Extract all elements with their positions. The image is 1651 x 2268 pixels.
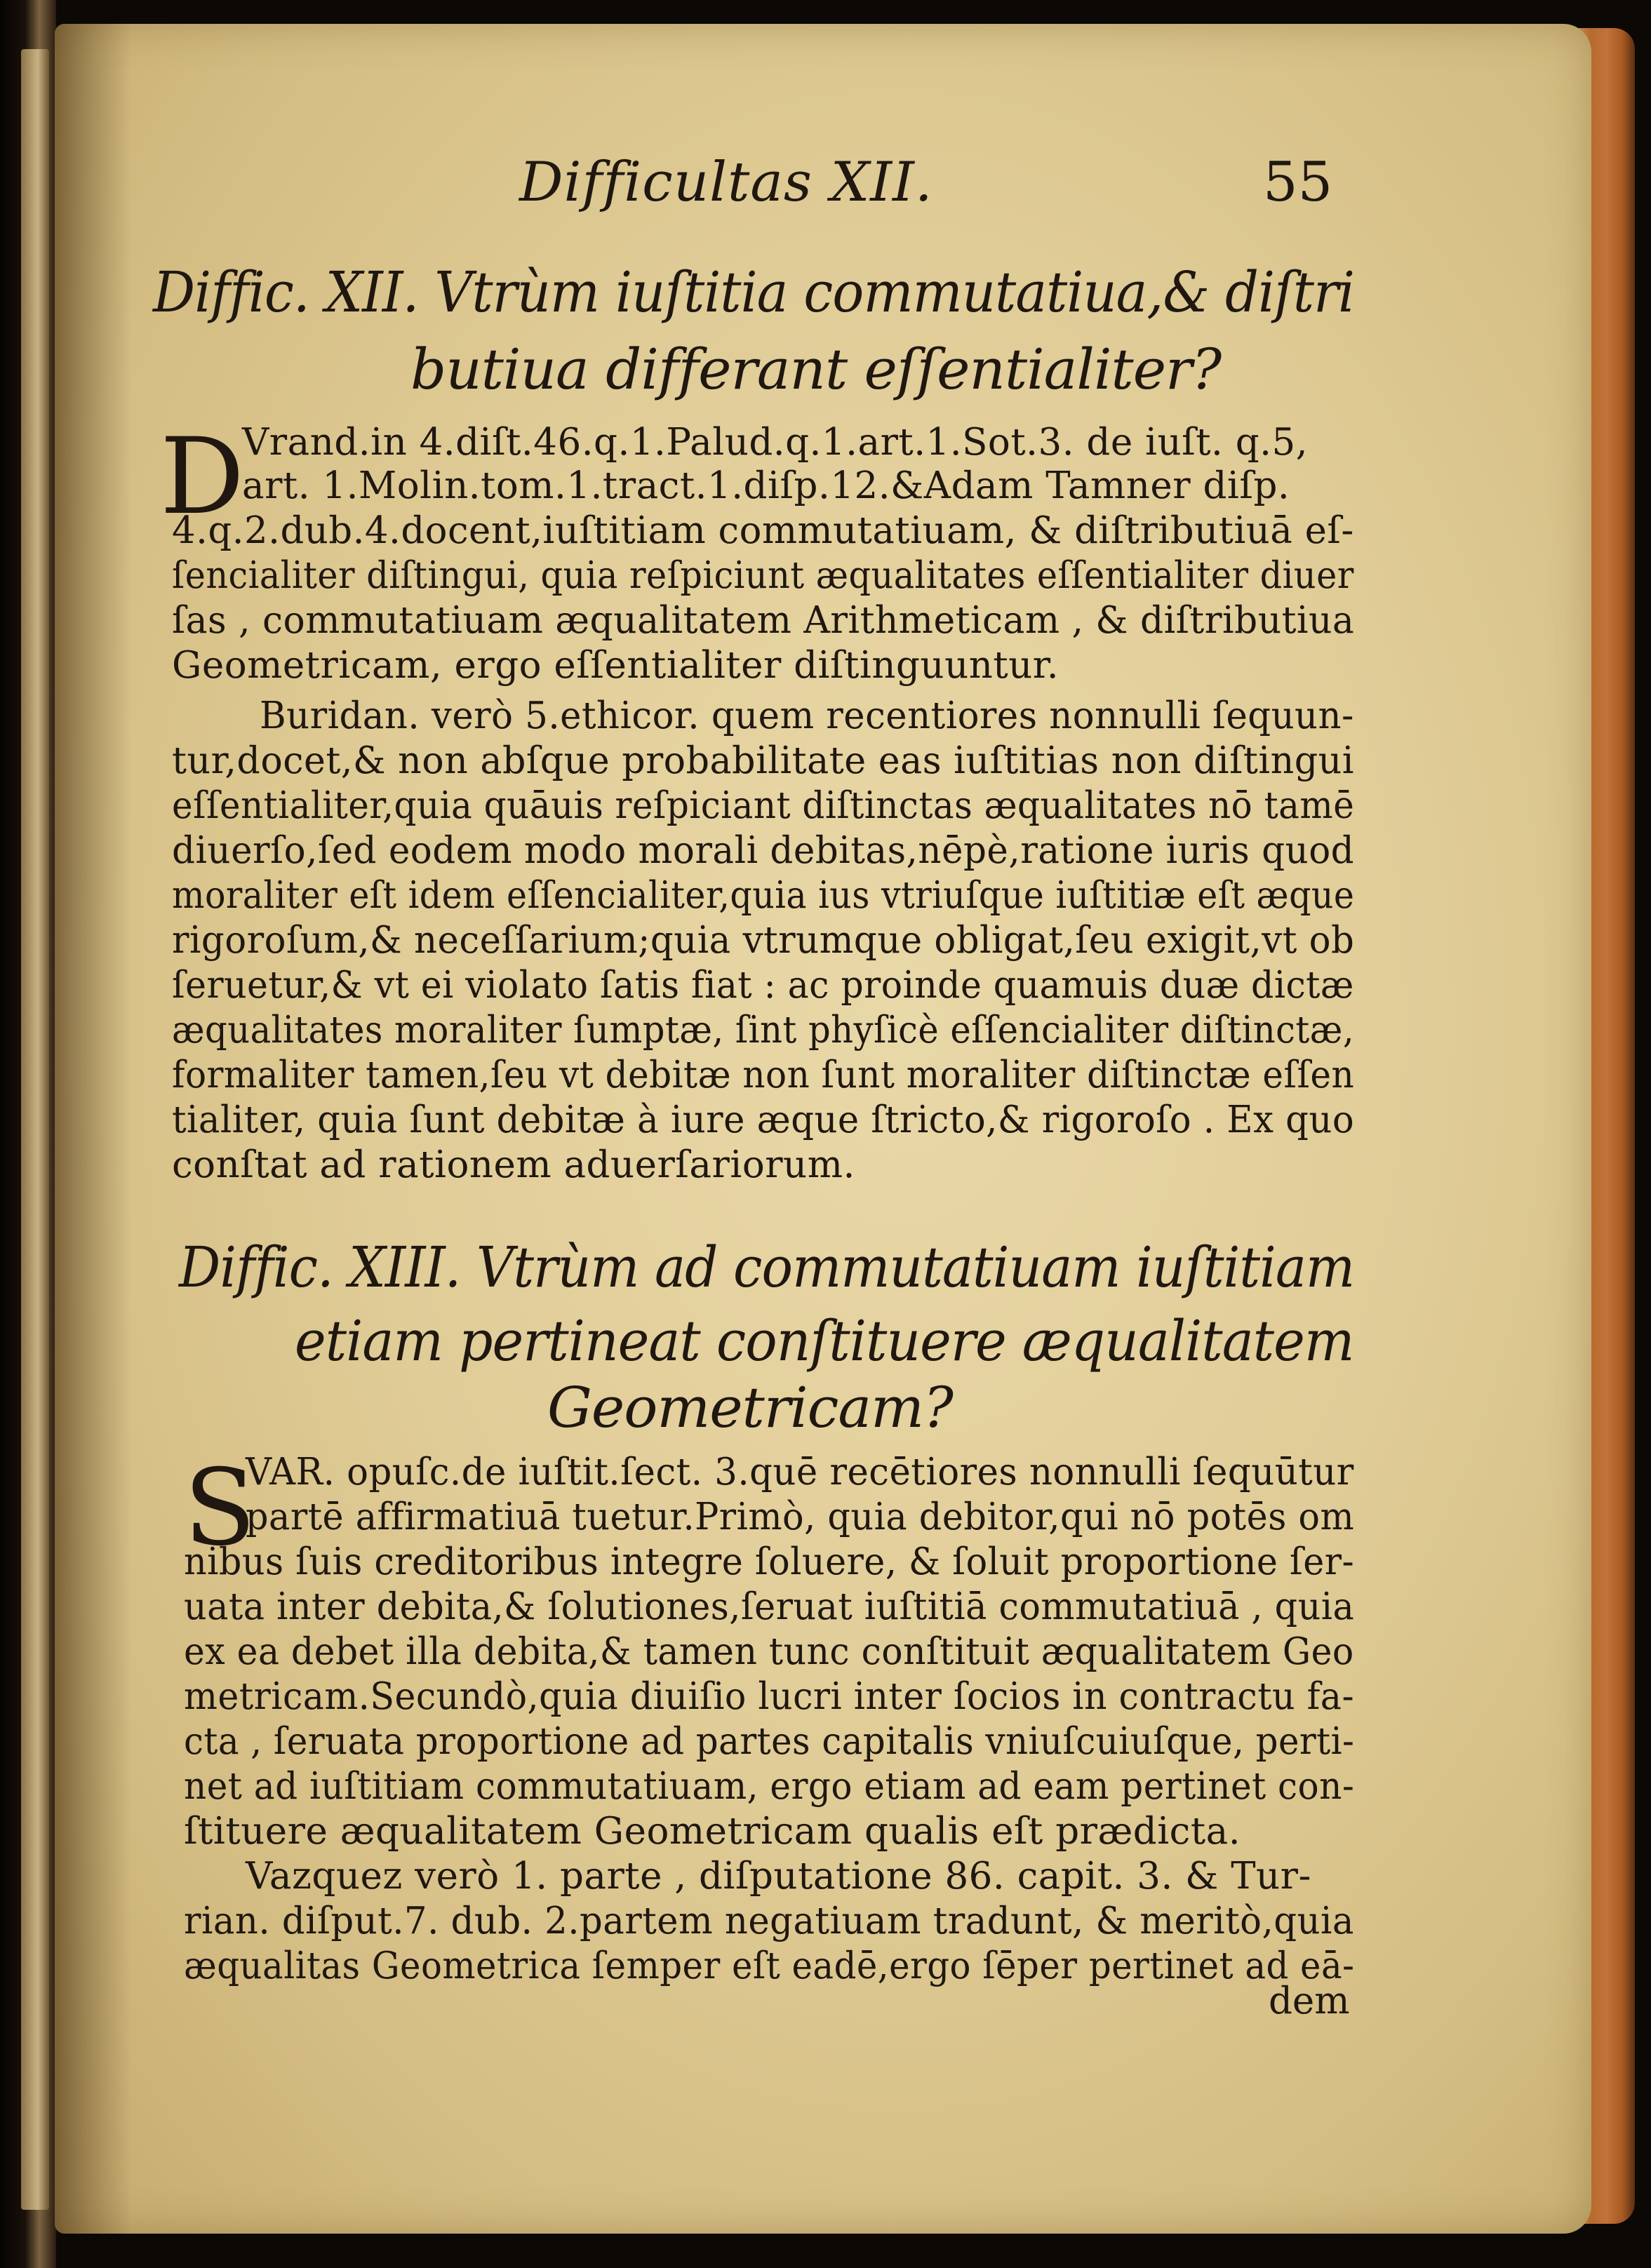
section-1-para-1-line-4: ſencialiter diſtingui, quia reſpiciunt æqualitates eſſentialiter diuer: [172, 554, 1354, 597]
section-2-para-1-line-4: uata inter debita,& ſolutiones,ſeruat iuſtitiā commutatiuā , quia: [184, 1585, 1355, 1628]
section-1-para-2-line-2: tur,docet,& non abſque probabilitate eas iuſtitias non diſtingui: [172, 739, 1354, 782]
section-2-para-1-line-8: net ad iuſtitiam commutatiuam, ergo etiam ad eam pertinet con-: [184, 1765, 1355, 1808]
section-1-para-1-line-2: art. 1.Molin.tom.1.tract.1.diſp.12.&Adam Tamner diſp.: [242, 464, 1290, 507]
section-1-para-2-line-11: conſtat ad rationem aduerſariorum.: [172, 1143, 855, 1186]
section-1-para-1-line-3: 4.q.2.dub.4.docent,iuſtitiam commutatiuam, & diſtributiuā eſ-: [172, 509, 1354, 552]
section-2-para-2-line-3: æqualitas Geometrica ſemper eſt eadē,ergo ſēper pertinet ad eā-: [184, 1945, 1355, 1987]
section-2-para-1-line-6: metricam.Secundò,quia diuiſio lucri inter ſocios in contractu fa-: [184, 1675, 1355, 1718]
section-2-para-1-line-2: partē affirmatiuā tuetur.Primò, quia debitor,qui nō potēs om: [246, 1496, 1355, 1538]
section-2-para-1-line-5: ex ea debet illa debita,& tamen tunc conſtituit æqualitatem Geo: [184, 1630, 1354, 1673]
section-1-heading-line-1: Diffic. XII. Vtrùm iuſtitia commutatiua,& diſtri: [153, 260, 1355, 325]
section-2-para-1-line-3: nibus ſuis creditoribus integre ſoluere, & ſoluit proportione ſer-: [184, 1541, 1355, 1583]
section-1-para-2-line-1: Buridan. verò 5.ethicor. quem recentiores nonnulli ſequun-: [260, 695, 1354, 737]
section-1-para-2-line-9: formaliter tamen,ſeu vt debitæ non ſunt moraliter diſtinctæ eſſen: [172, 1054, 1355, 1096]
section-1-para-1-line-5: ſas , commutatiuam æqualitatem Arithmeticam , & diſtributiua: [172, 599, 1355, 642]
section-1-para-1-line-6: Geometricam, ergo eſſentialiter diſtinguuntur.: [172, 644, 1060, 687]
section-2-para-2-line-1: Vazquez verò 1. parte , diſputatione 86. capit. 3. & Tur-: [246, 1855, 1311, 1898]
page-number: 55: [1263, 151, 1333, 214]
section-1-para-1-line-1: Vrand.in 4.diſt.46.q.1.Palud.q.1.art.1.Sot.3. de iuſt. q.5,: [242, 421, 1309, 464]
section-1-para-2-line-6: rigoroſum,& neceſſarium;quia vtrumque obligat,ſeu exigit,vt ob: [172, 919, 1355, 962]
section-2-heading-line-3: Geometricam?: [547, 1375, 953, 1440]
drop-cap-s: S: [184, 1447, 256, 1569]
section-1-para-2-line-8: æqualitates moraliter ſumptæ, ſint phyſicè eſſencialiter diſtinctæ,: [172, 1009, 1355, 1052]
running-head: Difficultas XII.: [519, 151, 933, 214]
section-2-para-1-line-7: cta , ſeruata proportione ad partes capitalis vniuſcuiuſque, perti-: [184, 1720, 1355, 1763]
section-1-para-2-line-7: ſeruetur,& vt ei violato ſatis fiat : ac proinde quamuis duæ dictæ: [172, 964, 1354, 1007]
section-2-para-2-line-2: rian. diſput.7. dub. 2.partem negatiuam tradunt, & meritò,quia: [184, 1900, 1354, 1942]
section-2-para-1-line-9: ſtituere æqualitatem Geometricam qualis eſt prædicta.: [184, 1810, 1241, 1853]
section-1-para-2-line-5: moraliter eſt idem eſſencialiter,quia ius vtriuſque iuſtitiæ eſt æque: [172, 874, 1355, 917]
section-1-para-2-line-4: diuerſo,ſed eodem modo morali debitas,nēpè,ratione iuris quod: [172, 829, 1355, 872]
section-2-para-1-line-1: VAR. opuſc.de iuſtit.ſect. 3.quē recētiores nonnulli ſequūtur: [246, 1451, 1354, 1494]
section-1-para-2-line-3: eſſentialiter,quia quāuis reſpiciant diſtinctas æqualitates nō tamē: [172, 784, 1355, 827]
drop-cap-d: D: [160, 416, 245, 538]
section-1-heading-line-2: butiua differant eſſentialiter?: [410, 337, 1222, 402]
section-1-para-2-line-10: tialiter, quia ſunt debitæ à iure æque ſtricto,& rigoroſo . Ex quo: [172, 1099, 1355, 1141]
section-2-heading-line-2: etiam pertineat conſtituere æqualitatem: [295, 1308, 1354, 1374]
section-2-heading-line-1: Diffic. XIII. Vtrùm ad commutatiuam iuſtitiam: [179, 1235, 1355, 1300]
catchword: dem: [1269, 1980, 1350, 2022]
